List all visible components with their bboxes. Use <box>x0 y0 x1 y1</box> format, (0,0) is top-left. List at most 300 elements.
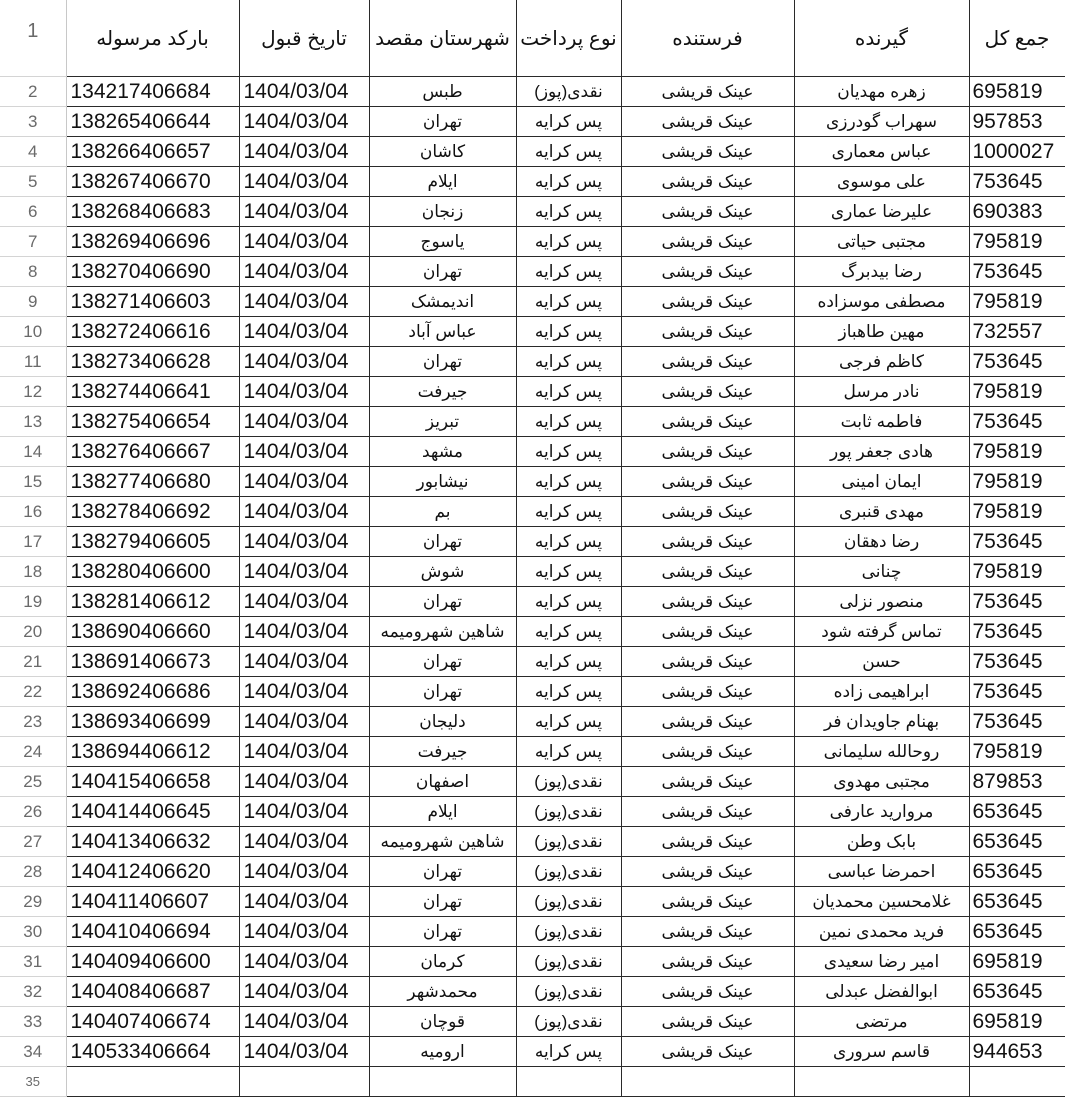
cell-total[interactable]: 753645 <box>969 677 1065 707</box>
cell-city[interactable]: تهران <box>369 347 516 377</box>
cell-payment[interactable]: پس کرایه <box>516 317 621 347</box>
cell-sender[interactable]: عینک قریشی <box>621 887 794 917</box>
cell-receiver[interactable]: بابک وطن <box>794 827 969 857</box>
cell-date[interactable]: 1404/03/04 <box>239 77 369 107</box>
cell-total[interactable]: 753645 <box>969 587 1065 617</box>
cell-payment[interactable]: نقدی(پوز) <box>516 827 621 857</box>
cell-city[interactable]: محمدشهر <box>369 977 516 1007</box>
table-row <box>0 377 1065 407</box>
cell-total[interactable]: 795819 <box>969 737 1065 767</box>
cell-date[interactable]: 1404/03/04 <box>239 467 369 497</box>
cell-date[interactable]: 1404/03/04 <box>239 707 369 737</box>
cell-total[interactable]: 653645 <box>969 857 1065 887</box>
cell-receiver[interactable]: مروارید عارفی <box>794 797 969 827</box>
row-number[interactable]: 19 <box>0 587 66 617</box>
cell-barcode[interactable]: 138269406696 <box>66 227 239 257</box>
row-number[interactable]: 27 <box>0 827 66 857</box>
row-number[interactable]: 3 <box>0 107 66 137</box>
cell-barcode[interactable]: 138266406657 <box>66 137 239 167</box>
cell-city[interactable]: تهران <box>369 647 516 677</box>
cell-city[interactable]: ایلام <box>369 797 516 827</box>
cell-barcode[interactable]: 140415406658 <box>66 767 239 797</box>
row-number[interactable]: 12 <box>0 377 66 407</box>
cell-receiver[interactable]: بهنام جاویدان فر <box>794 707 969 737</box>
cell-city[interactable]: کرمان <box>369 947 516 977</box>
row-number[interactable]: 24 <box>0 737 66 767</box>
cell-barcode[interactable]: 138278406692 <box>66 497 239 527</box>
row-number[interactable]: 35 <box>0 1067 66 1097</box>
cell-receiver[interactable]: علی موسوی <box>794 167 969 197</box>
cell-city[interactable]: شاهین شهرومیمه <box>369 827 516 857</box>
cell-date[interactable]: 1404/03/04 <box>239 497 369 527</box>
cell-city[interactable]: اندیمشک <box>369 287 516 317</box>
row-number[interactable]: 4 <box>0 137 66 167</box>
cell-payment[interactable]: پس کرایه <box>516 527 621 557</box>
cell-date[interactable]: 1404/03/04 <box>239 407 369 437</box>
cell-city[interactable]: کاشان <box>369 137 516 167</box>
cell-total[interactable]: 653645 <box>969 797 1065 827</box>
cell-receiver[interactable]: عباس معماری <box>794 137 969 167</box>
cell-barcode[interactable]: 138694406612 <box>66 737 239 767</box>
cell-sender[interactable]: عینک قریشی <box>621 137 794 167</box>
cell-sender[interactable]: عینک قریشی <box>621 767 794 797</box>
cell-date[interactable]: 1404/03/04 <box>239 377 369 407</box>
table-row <box>0 737 1065 767</box>
cell-sender[interactable]: عینک قریشی <box>621 257 794 287</box>
cell-date[interactable]: 1404/03/04 <box>239 167 369 197</box>
table-row <box>0 617 1065 647</box>
cell-sender[interactable]: عینک قریشی <box>621 227 794 257</box>
cell-total[interactable]: 795819 <box>969 437 1065 467</box>
cell-sender[interactable]: عینک قریشی <box>621 167 794 197</box>
cell-date[interactable]: 1404/03/04 <box>239 737 369 767</box>
cell-receiver[interactable]: رضا دهقان <box>794 527 969 557</box>
row-number[interactable]: 7 <box>0 227 66 257</box>
cell-barcode[interactable]: 140409406600 <box>66 947 239 977</box>
cell-total[interactable]: 753645 <box>969 647 1065 677</box>
empty-cell[interactable] <box>794 1067 969 1097</box>
cell-receiver[interactable]: ابوالفضل عبدلی <box>794 977 969 1007</box>
cell-payment[interactable]: پس کرایه <box>516 467 621 497</box>
cell-barcode[interactable]: 138275406654 <box>66 407 239 437</box>
cell-payment[interactable]: نقدی(پوز) <box>516 767 621 797</box>
cell-city[interactable]: مشهد <box>369 437 516 467</box>
cell-sender[interactable]: عینک قریشی <box>621 947 794 977</box>
empty-cell[interactable] <box>66 1067 239 1097</box>
cell-payment[interactable]: پس کرایه <box>516 557 621 587</box>
cell-barcode[interactable]: 140408406687 <box>66 977 239 1007</box>
table-row <box>0 467 1065 497</box>
cell-city[interactable]: شاهین شهرومیمه <box>369 617 516 647</box>
cell-sender[interactable]: عینک قریشی <box>621 317 794 347</box>
cell-receiver[interactable]: ابراهیمی زاده <box>794 677 969 707</box>
cell-barcode[interactable]: 138693406699 <box>66 707 239 737</box>
cell-date[interactable]: 1404/03/04 <box>239 947 369 977</box>
cell-total[interactable]: 653645 <box>969 887 1065 917</box>
cell-sender[interactable]: عینک قریشی <box>621 857 794 887</box>
cell-receiver[interactable]: ایمان امینی <box>794 467 969 497</box>
cell-sender[interactable]: عینک قریشی <box>621 1037 794 1067</box>
cell-receiver[interactable]: منصور نزلی <box>794 587 969 617</box>
cell-city[interactable]: تهران <box>369 107 516 137</box>
cell-date[interactable]: 1404/03/04 <box>239 1007 369 1037</box>
cell-barcode[interactable]: 138690406660 <box>66 617 239 647</box>
cell-total[interactable]: 753645 <box>969 527 1065 557</box>
cell-date[interactable]: 1404/03/04 <box>239 527 369 557</box>
empty-cell[interactable] <box>239 1067 369 1097</box>
row-number[interactable]: 28 <box>0 857 66 887</box>
cell-barcode[interactable]: 138277406680 <box>66 467 239 497</box>
row-number[interactable]: 15 <box>0 467 66 497</box>
cell-payment[interactable]: نقدی(پوز) <box>516 857 621 887</box>
cell-payment[interactable]: پس کرایه <box>516 707 621 737</box>
cell-barcode[interactable]: 140410406694 <box>66 917 239 947</box>
cell-city[interactable]: تهران <box>369 257 516 287</box>
cell-city[interactable]: جیرفت <box>369 377 516 407</box>
cell-payment[interactable]: پس کرایه <box>516 347 621 377</box>
cell-sender[interactable]: عینک قریشی <box>621 677 794 707</box>
cell-sender[interactable]: عینک قریشی <box>621 527 794 557</box>
cell-barcode[interactable]: 140412406620 <box>66 857 239 887</box>
row-number[interactable]: 5 <box>0 167 66 197</box>
table-row <box>0 1037 1065 1067</box>
cell-total[interactable]: 795819 <box>969 287 1065 317</box>
row-number[interactable]: 8 <box>0 257 66 287</box>
cell-payment[interactable]: پس کرایه <box>516 737 621 767</box>
cell-payment[interactable]: پس کرایه <box>516 227 621 257</box>
cell-receiver[interactable]: احمرضا عباسی <box>794 857 969 887</box>
cell-total[interactable]: 1000027 <box>969 137 1065 167</box>
cell-payment[interactable]: پس کرایه <box>516 617 621 647</box>
cell-city[interactable]: تهران <box>369 587 516 617</box>
cell-total[interactable]: 944653 <box>969 1037 1065 1067</box>
cell-date[interactable]: 1404/03/04 <box>239 917 369 947</box>
row-number[interactable]: 20 <box>0 617 66 647</box>
cell-payment[interactable]: پس کرایه <box>516 107 621 137</box>
cell-sender[interactable]: عینک قریشی <box>621 617 794 647</box>
cell-payment[interactable]: پس کرایه <box>516 377 621 407</box>
cell-sender[interactable]: عینک قریشی <box>621 737 794 767</box>
row-number[interactable]: 34 <box>0 1037 66 1067</box>
cell-total[interactable]: 795819 <box>969 227 1065 257</box>
cell-barcode[interactable]: 140407406674 <box>66 1007 239 1037</box>
cell-receiver[interactable]: مهدی قنبری <box>794 497 969 527</box>
cell-sender[interactable]: عینک قریشی <box>621 497 794 527</box>
cell-city[interactable]: تبریز <box>369 407 516 437</box>
cell-sender[interactable]: عینک قریشی <box>621 347 794 377</box>
cell-sender[interactable]: عینک قریشی <box>621 827 794 857</box>
cell-payment[interactable]: پس کرایه <box>516 677 621 707</box>
empty-cell[interactable] <box>369 1067 516 1097</box>
cell-date[interactable]: 1404/03/04 <box>239 137 369 167</box>
row-number[interactable]: 32 <box>0 977 66 1007</box>
cell-barcode[interactable]: 140413406632 <box>66 827 239 857</box>
cell-city[interactable]: اصفهان <box>369 767 516 797</box>
cell-city[interactable]: زنجان <box>369 197 516 227</box>
cell-barcode[interactable]: 140533406664 <box>66 1037 239 1067</box>
cell-total[interactable]: 795819 <box>969 377 1065 407</box>
cell-city[interactable]: تهران <box>369 887 516 917</box>
table-row <box>0 767 1065 797</box>
cell-receiver[interactable]: فرید محمدی نمین <box>794 917 969 947</box>
cell-payment[interactable]: نقدی(پوز) <box>516 947 621 977</box>
cell-sender[interactable]: عینک قریشی <box>621 1007 794 1037</box>
cell-sender[interactable]: عینک قریشی <box>621 557 794 587</box>
cell-total[interactable]: 653645 <box>969 827 1065 857</box>
cell-receiver[interactable]: مجتبی مهدوی <box>794 767 969 797</box>
cell-date[interactable]: 1404/03/04 <box>239 797 369 827</box>
cell-total[interactable]: 753645 <box>969 167 1065 197</box>
cell-total[interactable]: 753645 <box>969 707 1065 737</box>
table-row <box>0 977 1065 1007</box>
table-row <box>0 437 1065 467</box>
table-row <box>0 887 1065 917</box>
cell-receiver[interactable]: هادی جعفر پور <box>794 437 969 467</box>
row-number[interactable]: 16 <box>0 497 66 527</box>
cell-barcode[interactable]: 138267406670 <box>66 167 239 197</box>
cell-total[interactable]: 879853 <box>969 767 1065 797</box>
cell-sender[interactable]: عینک قریشی <box>621 977 794 1007</box>
row-number[interactable]: 17 <box>0 527 66 557</box>
cell-city[interactable]: تهران <box>369 857 516 887</box>
cell-sender[interactable]: عینک قریشی <box>621 437 794 467</box>
row-number[interactable]: 6 <box>0 197 66 227</box>
cell-city[interactable]: یاسوج <box>369 227 516 257</box>
cell-city[interactable]: ارومیه <box>369 1037 516 1067</box>
cell-city[interactable]: دلیجان <box>369 707 516 737</box>
row-number[interactable]: 33 <box>0 1007 66 1037</box>
cell-payment[interactable]: نقدی(پوز) <box>516 977 621 1007</box>
cell-barcode[interactable]: 138691406673 <box>66 647 239 677</box>
cell-payment[interactable]: پس کرایه <box>516 197 621 227</box>
cell-city[interactable]: تهران <box>369 677 516 707</box>
row-number[interactable]: 26 <box>0 797 66 827</box>
row-number[interactable]: 13 <box>0 407 66 437</box>
table-row <box>0 137 1065 167</box>
cell-receiver[interactable]: حسن <box>794 647 969 677</box>
cell-payment[interactable]: پس کرایه <box>516 257 621 287</box>
table-row <box>0 407 1065 437</box>
table-row <box>0 647 1065 677</box>
cell-barcode[interactable]: 138279406605 <box>66 527 239 557</box>
row-number[interactable]: 29 <box>0 887 66 917</box>
cell-date[interactable]: 1404/03/04 <box>239 557 369 587</box>
cell-date[interactable]: 1404/03/04 <box>239 347 369 377</box>
cell-date[interactable]: 1404/03/04 <box>239 647 369 677</box>
cell-total[interactable]: 695819 <box>969 1007 1065 1037</box>
cell-barcode[interactable]: 138276406667 <box>66 437 239 467</box>
cell-total[interactable]: 732557 <box>969 317 1065 347</box>
cell-receiver[interactable]: روحالله سلیمانی <box>794 737 969 767</box>
cell-date[interactable]: 1404/03/04 <box>239 617 369 647</box>
header-row <box>0 0 1065 77</box>
cell-barcode[interactable]: 138271406603 <box>66 287 239 317</box>
cell-total[interactable]: 695819 <box>969 77 1065 107</box>
cell-date[interactable]: 1404/03/04 <box>239 197 369 227</box>
cell-sender[interactable]: عینک قریشی <box>621 467 794 497</box>
cell-receiver[interactable]: مصطفی موسزاده <box>794 287 969 317</box>
cell-receiver[interactable]: مرتضی <box>794 1007 969 1037</box>
cell-date[interactable]: 1404/03/04 <box>239 317 369 347</box>
row-number[interactable]: 30 <box>0 917 66 947</box>
cell-city[interactable]: تهران <box>369 917 516 947</box>
cell-receiver[interactable]: مجتبی حیاتی <box>794 227 969 257</box>
cell-sender[interactable]: عینک قریشی <box>621 707 794 737</box>
cell-barcode[interactable]: 140414406645 <box>66 797 239 827</box>
row-number[interactable]: 25 <box>0 767 66 797</box>
cell-payment[interactable]: نقدی(پوز) <box>516 1007 621 1037</box>
cell-receiver[interactable]: زهره مهدیان <box>794 77 969 107</box>
cell-sender[interactable]: عینک قریشی <box>621 377 794 407</box>
cell-receiver[interactable]: غلامحسین محمدیان <box>794 887 969 917</box>
cell-payment[interactable]: پس کرایه <box>516 407 621 437</box>
cell-barcode[interactable]: 138280406600 <box>66 557 239 587</box>
table-row <box>0 347 1065 377</box>
cell-total[interactable]: 753645 <box>969 347 1065 377</box>
cell-city[interactable]: قوچان <box>369 1007 516 1037</box>
cell-total[interactable]: 795819 <box>969 467 1065 497</box>
cell-receiver[interactable]: علیرضا عماری <box>794 197 969 227</box>
cell-date[interactable]: 1404/03/04 <box>239 107 369 137</box>
cell-receiver[interactable]: تماس گرفته شود <box>794 617 969 647</box>
cell-date[interactable]: 1404/03/04 <box>239 767 369 797</box>
cell-total[interactable]: 795819 <box>969 497 1065 527</box>
table-row <box>0 917 1065 947</box>
cell-sender[interactable]: عینک قریشی <box>621 287 794 317</box>
row-number[interactable]: 22 <box>0 677 66 707</box>
cell-city[interactable]: عباس آباد <box>369 317 516 347</box>
cell-barcode[interactable]: 138272406616 <box>66 317 239 347</box>
cell-date[interactable]: 1404/03/04 <box>239 257 369 287</box>
cell-payment[interactable]: پس کرایه <box>516 647 621 677</box>
cell-date[interactable]: 1404/03/04 <box>239 887 369 917</box>
table-row <box>0 167 1065 197</box>
cell-payment[interactable]: پس کرایه <box>516 1037 621 1067</box>
cell-city[interactable]: تهران <box>369 527 516 557</box>
table-row <box>0 1007 1065 1037</box>
cell-payment[interactable]: پس کرایه <box>516 287 621 317</box>
cell-date[interactable]: 1404/03/04 <box>239 857 369 887</box>
cell-barcode[interactable]: 140411406607 <box>66 887 239 917</box>
cell-receiver[interactable]: سهراب گودرزی <box>794 107 969 137</box>
cell-payment[interactable]: پس کرایه <box>516 167 621 197</box>
cell-receiver[interactable]: رضا بیدبرگ <box>794 257 969 287</box>
cell-total[interactable]: 957853 <box>969 107 1065 137</box>
cell-total[interactable]: 753645 <box>969 407 1065 437</box>
cell-sender[interactable]: عینک قریشی <box>621 647 794 677</box>
cell-receiver[interactable]: قاسم سروری <box>794 1037 969 1067</box>
cell-date[interactable]: 1404/03/04 <box>239 287 369 317</box>
cell-date[interactable]: 1404/03/04 <box>239 587 369 617</box>
header-cell-date[interactable]: تاریخ قبول <box>239 0 369 77</box>
cell-total[interactable]: 753645 <box>969 257 1065 287</box>
cell-receiver[interactable]: کاظم فرجی <box>794 347 969 377</box>
cell-payment[interactable]: نقدی(پوز) <box>516 917 621 947</box>
row-number[interactable]: 21 <box>0 647 66 677</box>
row-number[interactable]: 10 <box>0 317 66 347</box>
cell-barcode[interactable]: 138281406612 <box>66 587 239 617</box>
cell-city[interactable]: جیرفت <box>369 737 516 767</box>
cell-barcode[interactable]: 138270406690 <box>66 257 239 287</box>
cell-barcode[interactable]: 138268406683 <box>66 197 239 227</box>
empty-cell[interactable] <box>621 1067 794 1097</box>
cell-payment[interactable]: پس کرایه <box>516 437 621 467</box>
cell-sender[interactable]: عینک قریشی <box>621 107 794 137</box>
cell-total[interactable]: 695819 <box>969 947 1065 977</box>
cell-payment[interactable]: نقدی(پوز) <box>516 887 621 917</box>
cell-date[interactable]: 1404/03/04 <box>239 227 369 257</box>
cell-date[interactable]: 1404/03/04 <box>239 1037 369 1067</box>
cell-payment[interactable]: پس کرایه <box>516 497 621 527</box>
cell-city[interactable]: نیشابور <box>369 467 516 497</box>
row-number[interactable]: 2 <box>0 77 66 107</box>
header-cell-barcode[interactable]: بارکد مرسوله <box>66 0 239 77</box>
row-number[interactable]: 1 <box>0 0 66 77</box>
cell-date[interactable]: 1404/03/04 <box>239 827 369 857</box>
cell-payment[interactable]: پس کرایه <box>516 587 621 617</box>
table-row <box>0 107 1065 137</box>
row-number[interactable]: 9 <box>0 287 66 317</box>
cell-barcode[interactable]: 138265406644 <box>66 107 239 137</box>
header-cell-payment[interactable]: نوع پرداخت <box>516 0 621 77</box>
table-row <box>0 707 1065 737</box>
cell-barcode[interactable]: 134217406684 <box>66 77 239 107</box>
row-number[interactable]: 11 <box>0 347 66 377</box>
empty-cell[interactable] <box>516 1067 621 1097</box>
cell-total[interactable]: 795819 <box>969 557 1065 587</box>
cell-total[interactable]: 653645 <box>969 917 1065 947</box>
cell-barcode[interactable]: 138273406628 <box>66 347 239 377</box>
cell-total[interactable]: 690383 <box>969 197 1065 227</box>
cell-payment[interactable]: پس کرایه <box>516 137 621 167</box>
row-number[interactable]: 14 <box>0 437 66 467</box>
table-row <box>0 527 1065 557</box>
cell-sender[interactable]: عینک قریشی <box>621 77 794 107</box>
header-cell-receiver[interactable]: گیرنده <box>794 0 969 77</box>
cell-sender[interactable]: عینک قریشی <box>621 797 794 827</box>
cell-payment[interactable]: نقدی(پوز) <box>516 797 621 827</box>
cell-payment[interactable]: نقدی(پوز) <box>516 77 621 107</box>
cell-receiver[interactable]: مهین طاهباز <box>794 317 969 347</box>
cell-date[interactable]: 1404/03/04 <box>239 437 369 467</box>
cell-sender[interactable]: عینک قریشی <box>621 197 794 227</box>
row-number[interactable]: 18 <box>0 557 66 587</box>
cell-sender[interactable]: عینک قریشی <box>621 407 794 437</box>
cell-sender[interactable]: عینک قریشی <box>621 587 794 617</box>
cell-city[interactable]: ایلام <box>369 167 516 197</box>
cell-total[interactable]: 653645 <box>969 977 1065 1007</box>
cell-total[interactable]: 753645 <box>969 617 1065 647</box>
cell-receiver[interactable]: فاطمه ثابت <box>794 407 969 437</box>
header-cell-city[interactable]: شهرستان مقصد <box>369 0 516 77</box>
row-number[interactable]: 31 <box>0 947 66 977</box>
cell-receiver[interactable]: امیر رضا سعیدی <box>794 947 969 977</box>
cell-receiver[interactable]: چنانی <box>794 557 969 587</box>
row-number[interactable]: 23 <box>0 707 66 737</box>
cell-date[interactable]: 1404/03/04 <box>239 677 369 707</box>
empty-cell[interactable] <box>969 1067 1065 1097</box>
cell-sender[interactable]: عینک قریشی <box>621 917 794 947</box>
cell-city[interactable]: بم <box>369 497 516 527</box>
cell-date[interactable]: 1404/03/04 <box>239 977 369 1007</box>
cell-receiver[interactable]: نادر مرسل <box>794 377 969 407</box>
cell-barcode[interactable]: 138692406686 <box>66 677 239 707</box>
cell-barcode[interactable]: 138274406641 <box>66 377 239 407</box>
cell-city[interactable]: طبس <box>369 77 516 107</box>
cell-city[interactable]: شوش <box>369 557 516 587</box>
header-cell-total[interactable]: جمع کل <box>969 0 1065 77</box>
header-cell-sender[interactable]: فرستنده <box>621 0 794 77</box>
